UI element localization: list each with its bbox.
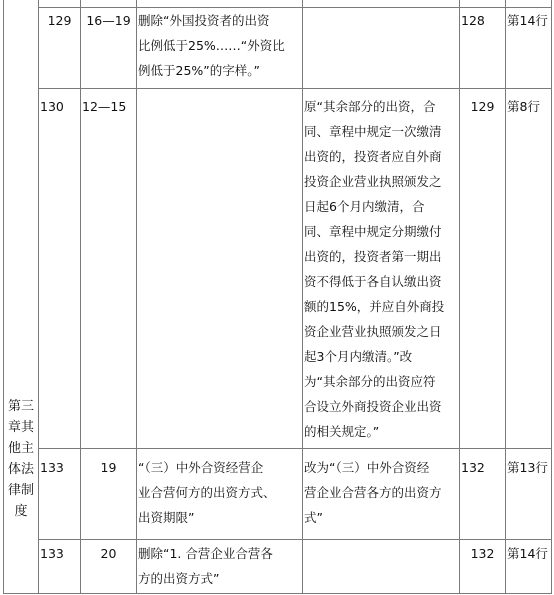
new-line-number: 第14行 xyxy=(507,13,548,28)
column-divider xyxy=(302,0,303,594)
text-line: 同、章程中规定一次缴清 xyxy=(304,124,442,139)
original-text xyxy=(138,541,302,591)
chapter-label-line: 章其 xyxy=(7,420,34,435)
column-divider xyxy=(136,0,137,594)
text-line: 资企业营业执照颁发之日 xyxy=(304,324,442,339)
text-line: 投资企业营业执照颁发之 xyxy=(304,174,442,189)
text-line: 出资的，投资者第一期出 xyxy=(304,249,442,264)
chapter-label-line: 第三 xyxy=(7,399,34,414)
new-line-number: 第8行 xyxy=(507,99,540,114)
text-line: 的相关规定。” xyxy=(304,424,380,439)
revised-text xyxy=(304,94,459,444)
page-number: 129 xyxy=(47,13,72,28)
line-range: 16—19 xyxy=(86,13,131,28)
table-right-border xyxy=(551,0,552,594)
chapter-label-line: 体法 xyxy=(7,462,34,477)
text-line: 改为“（三）中外合资经 xyxy=(304,460,430,475)
text-line: 删除“1. 合营企业合营各 xyxy=(138,546,273,561)
row-divider xyxy=(38,448,552,449)
text-line: 营企业合营各方的出资方 xyxy=(304,485,442,500)
revised-text xyxy=(304,455,459,530)
text-line: 资不得低于各自认缴出资 xyxy=(304,274,442,289)
text-line: 起3个月内缴清。”改 xyxy=(304,349,413,364)
column-divider xyxy=(505,0,506,594)
row-divider xyxy=(38,88,552,89)
text-line: 原“其余部分的出资，合 xyxy=(304,99,436,114)
text-line: 同、章程中规定分期缴付 xyxy=(304,224,442,239)
new-line-number: 第14行 xyxy=(507,546,548,561)
chapter-label-line: 他主 xyxy=(7,441,34,456)
column-divider xyxy=(459,0,460,594)
text-line: 额的15%，并应自外商投 xyxy=(304,299,445,314)
text-line: 出资期限” xyxy=(138,510,195,525)
column-divider xyxy=(38,0,39,594)
column-divider xyxy=(80,0,81,594)
new-page-number: 129 xyxy=(470,99,495,114)
text-line: “（三）中外合资经营企 xyxy=(138,460,264,475)
text-line: 业合营何方的出资方式、 xyxy=(138,485,276,500)
row-divider xyxy=(38,539,552,540)
line-range: 12—15 xyxy=(82,99,127,114)
new-page-number: 132 xyxy=(470,546,495,561)
page-number: 133 xyxy=(40,546,64,561)
new-page-number: 128 xyxy=(461,13,485,28)
text-line: 出资的，投资者应自外商 xyxy=(304,149,442,164)
text-line: 删除“外国投资者的出资 xyxy=(138,13,270,28)
text-line: 日起6个月内缴清，合 xyxy=(304,199,425,214)
text-line: 例低于25%”的字样。” xyxy=(138,63,260,78)
original-text xyxy=(138,455,302,530)
chapter-label-line: 度 xyxy=(14,504,28,519)
line-range: 20 xyxy=(100,546,117,561)
text-line: 比例低于25%……“外资比 xyxy=(138,38,285,53)
page-number: 130 xyxy=(40,99,64,114)
original-text xyxy=(138,8,302,83)
chapter-label-line: 律制 xyxy=(7,483,34,498)
page-number: 133 xyxy=(40,460,64,475)
chapter-label xyxy=(4,396,38,522)
text-line: 式” xyxy=(304,510,323,525)
new-line-number: 第13行 xyxy=(507,460,548,475)
text-line: 合设立外商投资企业出资 xyxy=(304,399,442,414)
text-line: 为“其余部分的出资应符 xyxy=(304,374,436,389)
text-line: 方的出资方式” xyxy=(138,571,220,586)
line-range: 19 xyxy=(100,460,117,475)
new-page-number: 132 xyxy=(461,460,485,475)
table-bottom-border xyxy=(3,593,552,594)
